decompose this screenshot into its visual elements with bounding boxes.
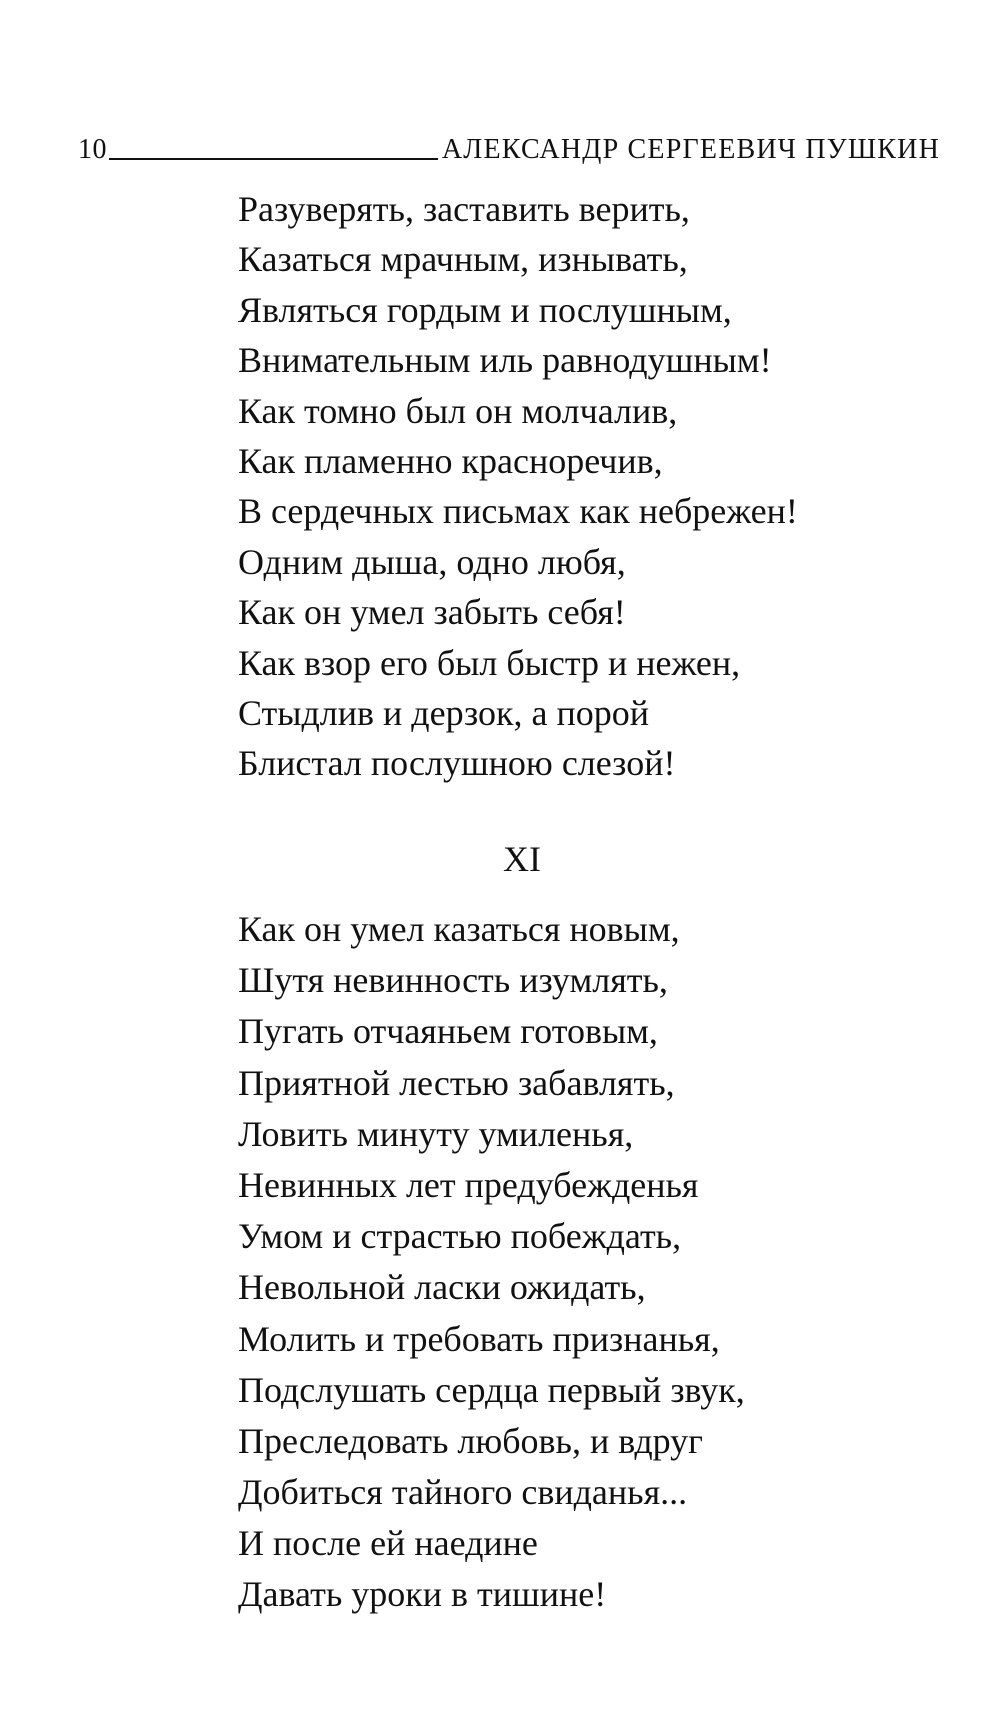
verse-line: И после ей наедине: [238, 1523, 538, 1564]
verse-line: Как он умел забыть себя!: [238, 592, 626, 633]
verse-line: Преследовать любовь, и вдруг: [238, 1420, 703, 1461]
header-rule: [109, 158, 438, 160]
running-head: [78, 124, 940, 164]
stanza-xi: [238, 904, 745, 1621]
verse-line: Казаться мрачным, изнывать,: [238, 239, 688, 280]
verse-line: Внимательным иль равнодушным!: [238, 340, 772, 381]
verse-line: Молить и требовать признанья,: [238, 1318, 720, 1359]
verse-line: Являться гордым и послушным,: [238, 289, 732, 330]
verse-line: Невольной ласки ожидать,: [238, 1267, 646, 1308]
verse-line: Умом и страстью побеждать,: [238, 1216, 682, 1257]
stanza-number: XI: [503, 839, 541, 879]
verse-line: Пугать отчаяньем готовым,: [238, 1011, 658, 1052]
verse-line: Как взор его был быстр и нежен,: [238, 642, 741, 683]
verse-line: Невинных лет предубежденья: [238, 1164, 699, 1205]
verse-line: Как пламенно красноречив,: [238, 440, 663, 481]
verse-line: Как томно был он молчалив,: [238, 390, 678, 431]
verse-line: Подслушать сердца первый звук,: [238, 1369, 745, 1410]
verse-line: Давать уроки в тишине!: [238, 1574, 607, 1615]
verse-line: Шутя невинность изумлять,: [238, 960, 668, 1001]
verse-line: Как он умел казаться новым,: [238, 909, 680, 949]
verse-line: В сердечных письмах как небрежен!: [238, 491, 798, 532]
verse-line: Добиться тайного свиданья...: [238, 1472, 688, 1513]
verse-line: Одним дыша, одно любя,: [238, 541, 626, 582]
verse-line: Разуверять, заставить верить,: [238, 189, 690, 229]
page-number: 10: [78, 134, 107, 165]
verse-line: Приятной лестью забавлять,: [238, 1062, 675, 1103]
verse-line: Ловить минуту умиленья,: [238, 1113, 634, 1154]
verse-line: Стыдлив и дерзок, а порой: [238, 692, 650, 733]
stanza-x-continuation: [238, 184, 798, 789]
verse-line: Блистал послушною слезой!: [238, 743, 676, 784]
running-head-author: АЛЕКСАНДР СЕРГЕЕВИЧ ПУШКИН: [441, 134, 940, 165]
